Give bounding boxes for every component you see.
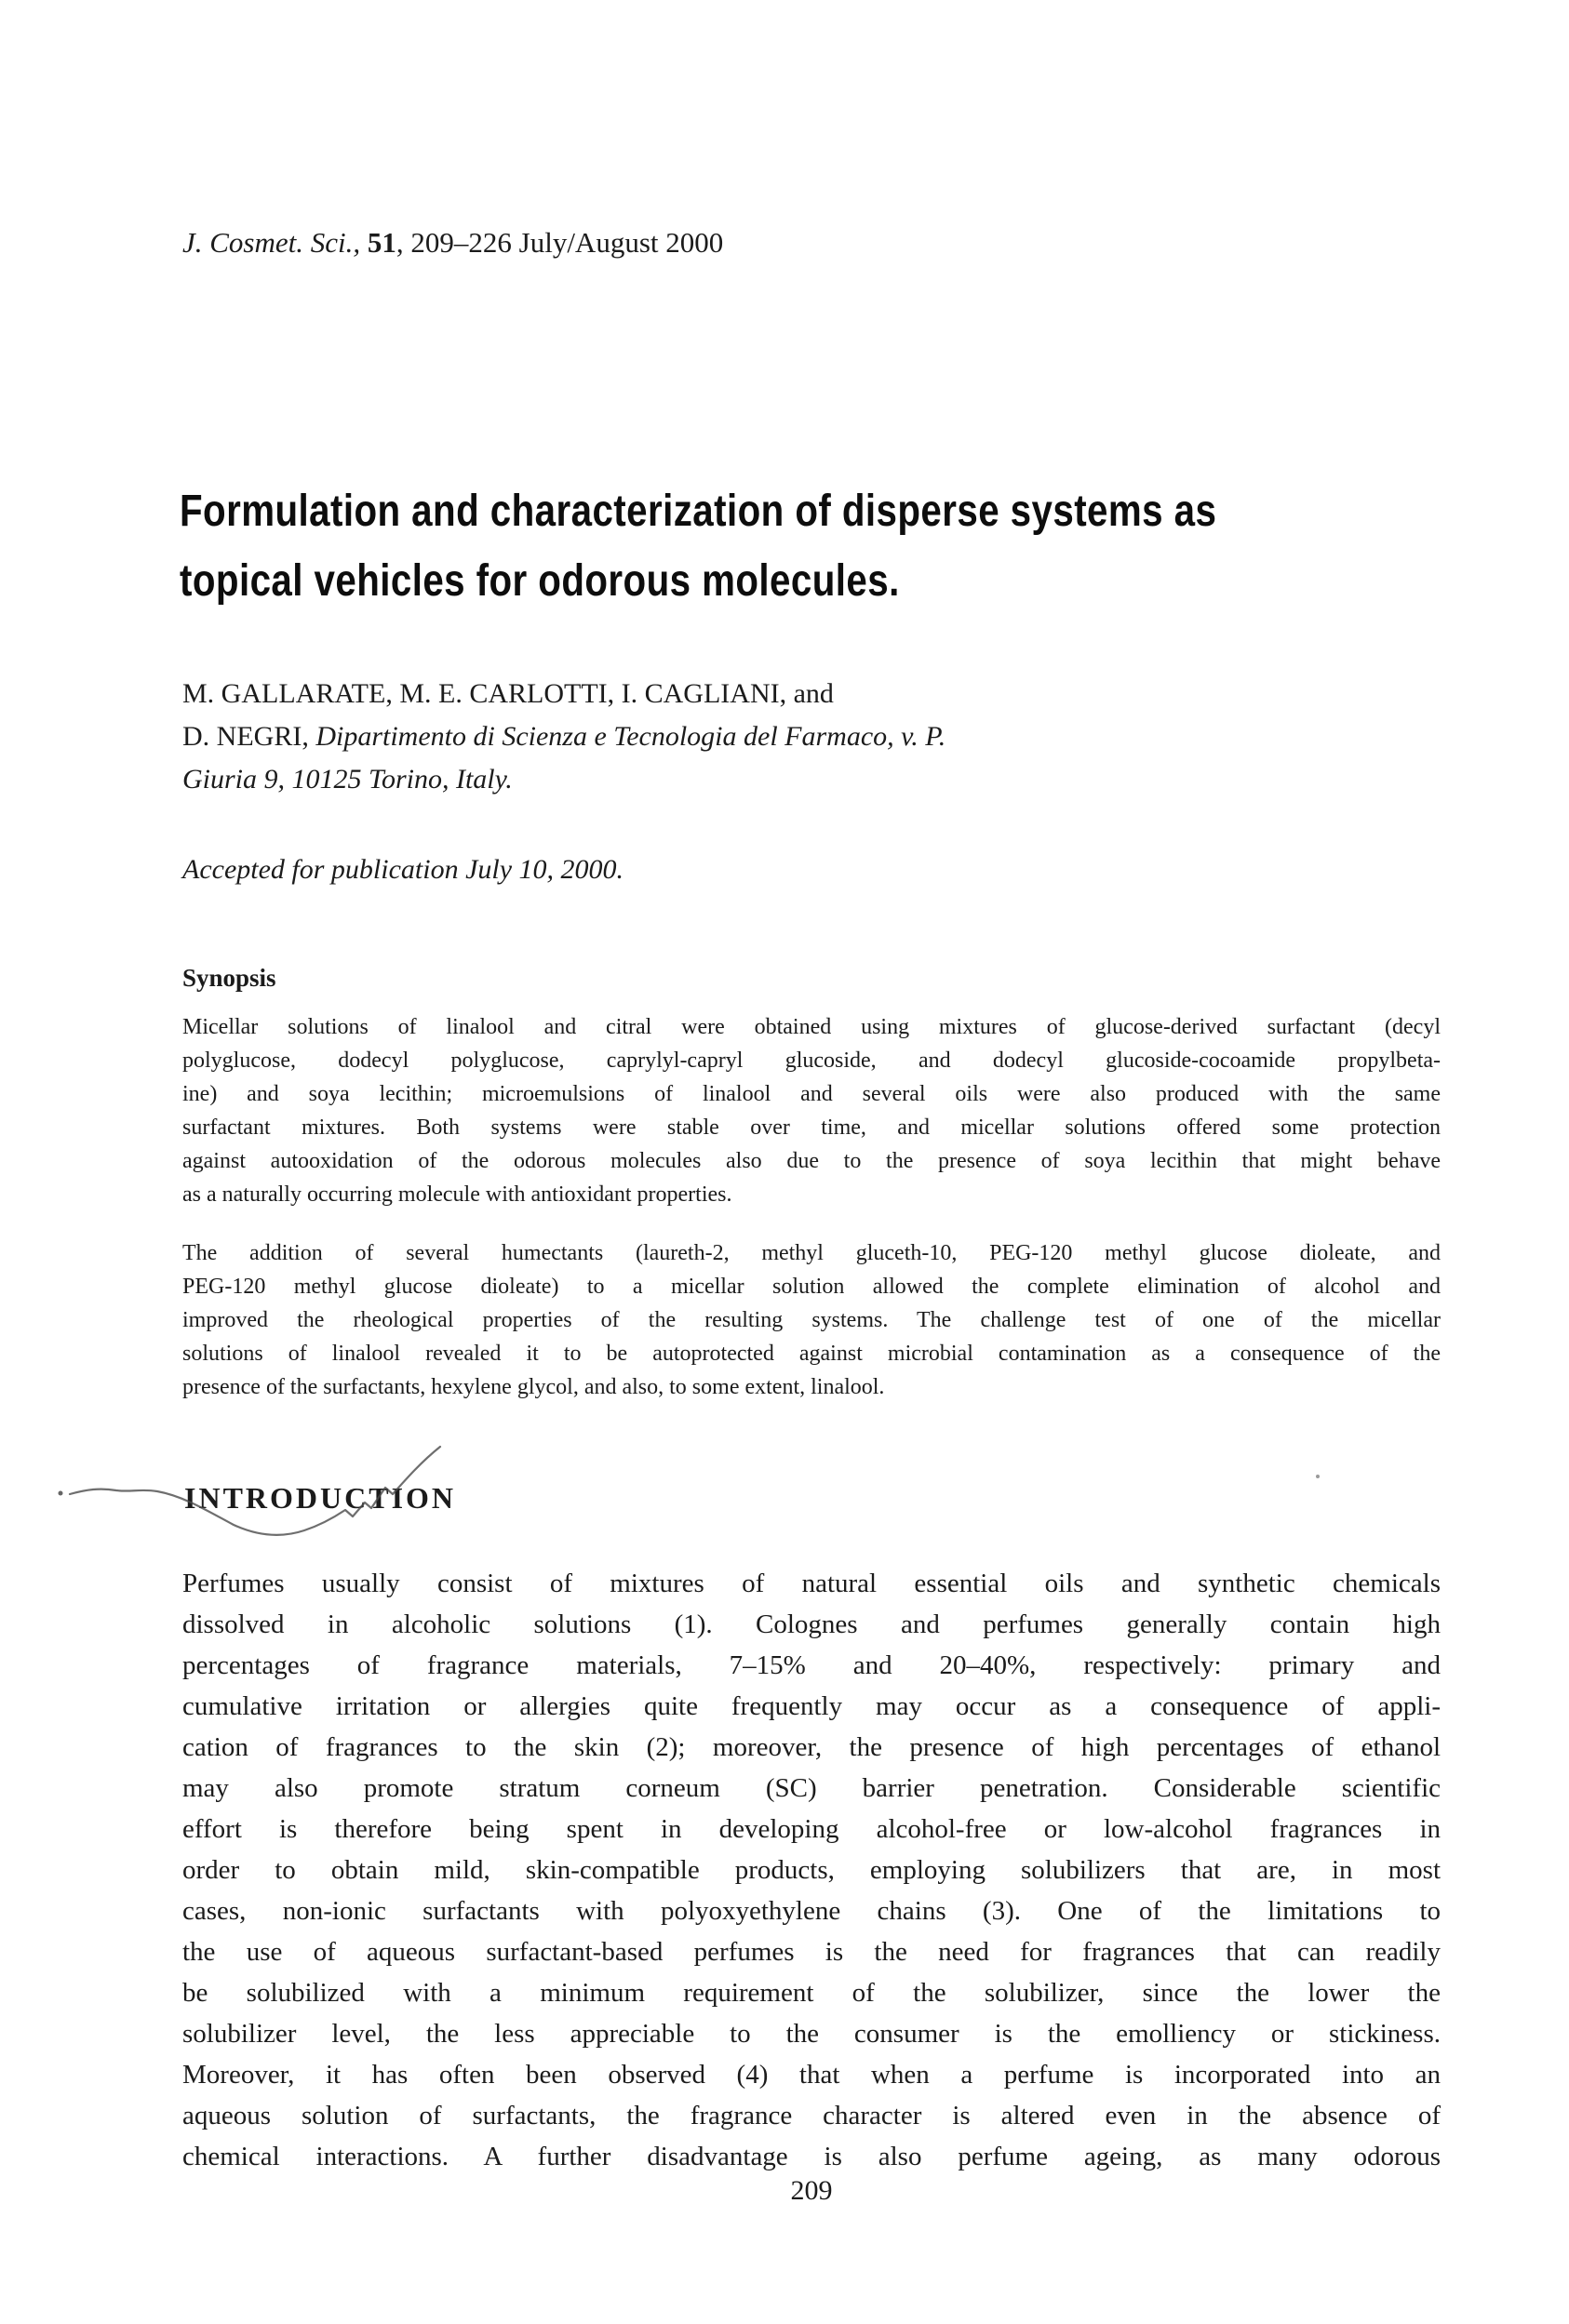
text-line: may also promote stratum corneum (SC) barrier penetration. Considerable scientific: [182, 1773, 1441, 1803]
text-line: percentages of fragrance materials, 7–15% and 20–40%, respectively: primary and: [182, 1650, 1441, 1680]
affiliation-part-1: Dipartimento di Scienza e Tecnologia del Farmaco, v. P.: [315, 721, 946, 752]
text-line: Moreover, it has often been observed (4) that when a perfume is incorporated into an: [182, 2060, 1441, 2090]
text-line: dissolved in alcoholic solutions (1). Colognes and perfumes generally contain high: [182, 1609, 1441, 1639]
text-line: chemical interactions. A further disadvantage is also perfume ageing, as many odorous: [182, 2142, 1441, 2171]
accepted-for-publication-note: Accepted for publication July 10, 2000.: [182, 854, 624, 885]
author-line-2: [182, 715, 945, 758]
article-title-line-2: topical vehicles for odorous molecules.: [180, 556, 900, 606]
text-line: solutions of linalool revealed it to be autoprotected against microbial contamination as a consequence of the: [182, 1342, 1441, 1366]
introduction-heading: INTRODUCTION: [184, 1481, 457, 1515]
author-line-1: M. GALLARATE, M. E. CARLOTTI, I. CAGLIANI, and: [182, 678, 834, 709]
running-head: [182, 226, 723, 260]
text-line: surfactant mixtures. Both systems were stable over time, and micellar solutions offered some protection: [182, 1115, 1441, 1140]
text-line: ine) and soya lecithin; microemulsions of linalool and several oils were also produced with the same: [182, 1082, 1441, 1106]
text-line: the use of aqueous surfactant-based perfumes is the need for fragrances that can readily: [182, 1937, 1441, 1967]
scan-speck-mark: [1316, 1475, 1320, 1478]
text-line: against autooxidation of the odorous molecules also due to the presence of soya lecithin that might behave: [182, 1149, 1441, 1173]
volume-number: 51: [367, 226, 396, 259]
introduction-body: [182, 1563, 1441, 2177]
article-title-line-1: Formulation and characterization of disperse systems as: [180, 487, 1217, 536]
author-name: D. NEGRI,: [182, 721, 316, 752]
text-line: solubilizer level, the less appreciable to the consumer is the emolliency or stickiness.: [182, 2019, 1441, 2049]
article-title: [180, 476, 1415, 616]
text-line: PEG-120 methyl glucose dioleate) to a micellar solution allowed the complete elimination of alcohol and: [182, 1275, 1441, 1299]
affiliation-part-2: Giuria 9, 10125 Torino, Italy.: [182, 764, 513, 795]
text-line: cases, non-ionic surfactants with polyoxyethylene chains (3). One of the limitations to: [182, 1896, 1441, 1926]
text-line: as a naturally occurring molecule with antioxidant properties.: [182, 1182, 732, 1207]
text-line: aqueous solution of surfactants, the fragrance character is altered even in the absence of: [182, 2101, 1441, 2130]
text-line: be solubilized with a minimum requirement of the solubilizer, since the lower the: [182, 1978, 1441, 2008]
text-line: polyglucose, dodecyl polyglucose, caprylyl-capryl glucoside, and dodecyl glucoside-cocoamide propylbeta-: [182, 1048, 1441, 1073]
author-byline: [182, 673, 945, 801]
text-line: order to obtain mild, skin-compatible products, employing solubilizers that are, in most: [182, 1855, 1441, 1885]
text-line: cation of fragrances to the skin (2); moreover, the presence of high percentages of ethanol: [182, 1732, 1441, 1762]
synopsis-paragraph-2: [182, 1236, 1441, 1404]
text-line: effort is therefore being spent in developing alcohol-free or low-alcohol fragrances in: [182, 1814, 1441, 1844]
synopsis-heading: Synopsis: [182, 964, 276, 992]
text-line: cumulative irritation or allergies quite frequently may occur as a consequence of appli-: [182, 1691, 1441, 1721]
text-line: presence of the surfactants, hexylene glycol, and also, to some extent, linalool.: [182, 1375, 885, 1399]
pages-and-date: , 209–226 July/August 2000: [396, 226, 724, 259]
synopsis-paragraph-1: [182, 1010, 1441, 1211]
journal-abbreviation: J. Cosmet. Sci.,: [182, 226, 361, 259]
text-line: Micellar solutions of linalool and citral were obtained using mixtures of glucose-derived surfactant (decyl: [182, 1015, 1441, 1039]
page-number: 209: [790, 2175, 833, 2206]
text-line: improved the rheological properties of the resulting systems. The challenge test of one of the micellar: [182, 1308, 1441, 1332]
text-line: Perfumes usually consist of mixtures of natural essential oils and synthetic chemicals: [182, 1569, 1441, 1598]
text-line: The addition of several humectants (laureth-2, methyl gluceth-10, PEG-120 methyl glucose dioleate, and: [182, 1241, 1441, 1265]
